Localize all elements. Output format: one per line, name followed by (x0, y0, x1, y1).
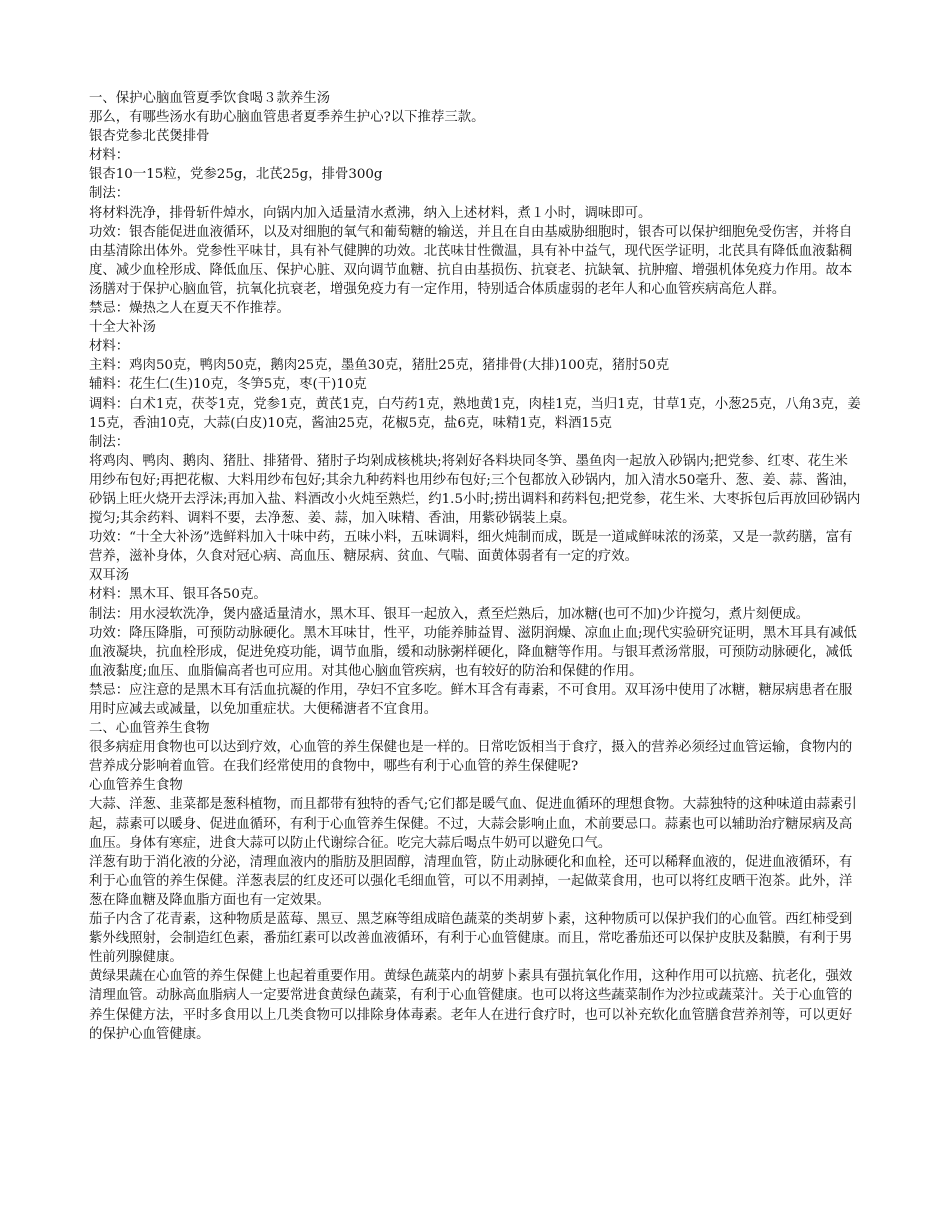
recipe-title: 双耳汤 (89, 568, 130, 584)
method-text: 将材料洗净，排骨斩件焯水，向锅内加入适量清水煮沸，纳入上述材料，煮１小时，调味即可。 (89, 205, 652, 221)
paragraph: 很多病症用食物也可以达到疗效，心血管的养生保健也是一样的。日常吃饭相当于食疗，摄入的营养必须经过血管运输，食物内的营养成分影响着血管。在我们经常使用的食物中，哪些有利于心血管的养生保健呢? (89, 740, 853, 775)
taboo-paragraph: 禁忌：燥热之人在夏天不作推荐。 (89, 301, 290, 317)
effect-paragraph: 功效：降压降脂，可预防动脉硬化。黑木耳味甘，性平，功能养肺益胃、滋阴润燥、凉血止血;现代实验研究证明，黑木耳具有减低血液凝块，抗血栓形成，促进免疫功能，调节血脂，缓和动脉粥样硬化，降血糖等作用。与银耳煮汤常服，可预防动脉硬化，减低血液黏度;血压、血脂偏高者也可应用。对其他心脑血管疾病，也有较好的防治和保健的作用。 (89, 625, 857, 679)
effect-paragraph: 功效：“十全大补汤”选鲜料加入十味中药，五味小料，五味调料，细火炖制而成，既是一道咸鲜味浓的汤菜，又是一款药膳，富有营养，滋补身体，久食对冠心病、高血压、糖尿病、贫血、气喘、面黄体弱者有一定的疗效。 (89, 530, 853, 565)
ingredients-label: 材料： (89, 148, 130, 164)
method-text: 制法：用水浸软洗净，煲内盛适量清水，黑木耳、银耳一起放入，煮至烂熟后，加冰糖(也可不加)少许搅匀，煮片刻便成。 (89, 606, 810, 622)
document-body (89, 89, 861, 1044)
subheading: 心血管养生食物 (89, 778, 183, 794)
main-ingredients: 主料：鸡肉50克，鸭肉50克，鹅肉25克，墨鱼30克，猪肚25克，猪排骨(大排)100克，猪肘50克 (89, 358, 670, 374)
ingredients-label: 材料： (89, 339, 130, 355)
method-text: 将鸡肉、鸭肉、鹅肉、猪肚、排猪骨、猪肘子均剁成核桃块;将剁好各料块同冬笋、墨鱼肉一起放入砂锅内;把党参、红枣、花生米用纱布包好;再把花椒、大料用纱布包好;其余九种药料也用纱布包好;三个包都放入砂锅内，加入清水50毫升、葱、姜、蒜、酱油，砂锅上旺火烧开去浮沫;再加入盐、料酒改小火炖至熟烂，约1.5小时;捞出调料和药料包;把党参，花生米、大枣拆包后再放回砂锅内搅匀;其余药料、调料不要，去净葱、姜、蒜，加入味精、香油，用紫砂锅装上桌。 (89, 453, 861, 527)
paragraph: 洋葱有助于消化液的分泌，清理血液内的脂肪及胆固醇，清理血管，防止动脉硬化和血栓，还可以稀释血液的，促进血液循环，有利于心血管的养生保健。洋葱表层的红皮还可以强化毛细血管，可以不用剥掉，一起做菜食用，也可以将红皮晒干泡茶。此外，洋葱在降血糖及降血脂方面也有一定效果。 (89, 854, 853, 908)
seasonings: 调料：白术1克，茯苓1克，党参1克，黄芪1克，白芍药1克，熟地黄1克，肉桂1克，当归1克，甘草1克，小葱25克，八角3克，姜15克，香油10克，大蒜(白皮)10克，酱油25克，花椒5克，盐6克，味精1克，料酒15克 (89, 396, 861, 431)
section-heading: 一、保护心脑血管夏季饮食喝３款养生汤 (89, 91, 331, 106)
recipe-title: 十全大补汤 (89, 320, 156, 336)
ingredients-text: 材料：黑木耳、银耳各50克。 (89, 587, 267, 603)
paragraph: 黄绿果蔬在心血管的养生保健上也起着重要作用。黄绿色蔬菜内的胡萝卜素具有强抗氧化作用，这种作用可以抗癌、抗老化，强效清理血管。动脉高血脂病人一定要常进食黄绿色蔬菜，有利于心血管健康。也可以将这些蔬菜制作为沙拉或蔬菜汁。关于心血管的养生保健方法，平时多食用以上几类食物可以排除身体毒素。老年人在进行食疗时，也可以补充软化血管膳食营养剂等，可以更好的保护心血管健康。 (89, 969, 853, 1042)
paragraph: 大蒜、洋葱、韭菜都是葱科植物，而且都带有独特的香气;它们都是暖气血、促进血循环的理想食物。大蒜独特的这种味道由蒜素引起，蒜素可以暖身、促进血循环，有利于心血管养生保健。不过，大蒜会影响止血，术前要忌口。蒜素也可以辅助治疗糖尿病及高血压。身体有寒症，进食大蒜可以防止代谢综合征。吃完大蒜后喝点牛奶可以避免口气。 (89, 797, 857, 851)
ingredients-text: 银杏10一15粒，党参25g，北芪25g，排骨300g (89, 167, 383, 183)
section-heading: 二、心血管养生食物 (89, 721, 210, 737)
method-label: 制法： (89, 434, 130, 450)
recipe-title: 银杏党参北芪煲排骨 (89, 129, 210, 145)
taboo-paragraph: 禁忌：应注意的是黑木耳有活血抗凝的作用，孕妇不宜多吃。鲜木耳含有毒素，不可食用。双耳汤中使用了冰糖，糖尿病患者在服用时应减去或减量，以免加重症状。大便稀溏者不宜食用。 (89, 682, 853, 717)
method-label: 制法： (89, 186, 130, 202)
side-ingredients: 辅料：花生仁(生)10克，冬笋5克，枣(干)10克 (89, 377, 367, 393)
paragraph: 茄子内含了花青素，这种物质是蓝莓、黑豆、黑芝麻等组成暗色蔬菜的类胡萝卜素，这种物质可以保护我们的心血管。西红柿受到紫外线照射，会制造红色素，番茄红素可以改善血液循环，有利于心血管健康。而且，常吃番茄还可以保护皮肤及黏膜，有利于男性前列腺健康。 (89, 912, 853, 966)
paragraph: 那么，有哪些汤水有助心脑血管患者夏季养生护心?以下推荐三款。 (89, 110, 485, 126)
effect-paragraph: 功效：银杏能促进血液循环，以及对细胞的氧气和葡萄糖的输送，并且在自由基威胁细胞时，银杏可以保护细胞免受伤害，并将自由基清除出体外。党参性平味甘，具有补气健脾的功效。北芪味甘性微温，具有补中益气，现代医学证明，北芪具有降低血液黏稠度、减少血栓形成、降低血压、保护心脏、双向调节血糖、抗自由基损伤、抗衰老、抗缺氧、抗肿瘤、增强机体免疫力作用。故本汤膳对于保护心脑血管，抗氧化抗衰老，增强免疫力有一定作用，特别适合体质虚弱的老年人和心血管疾病高危人群。 (89, 224, 853, 297)
